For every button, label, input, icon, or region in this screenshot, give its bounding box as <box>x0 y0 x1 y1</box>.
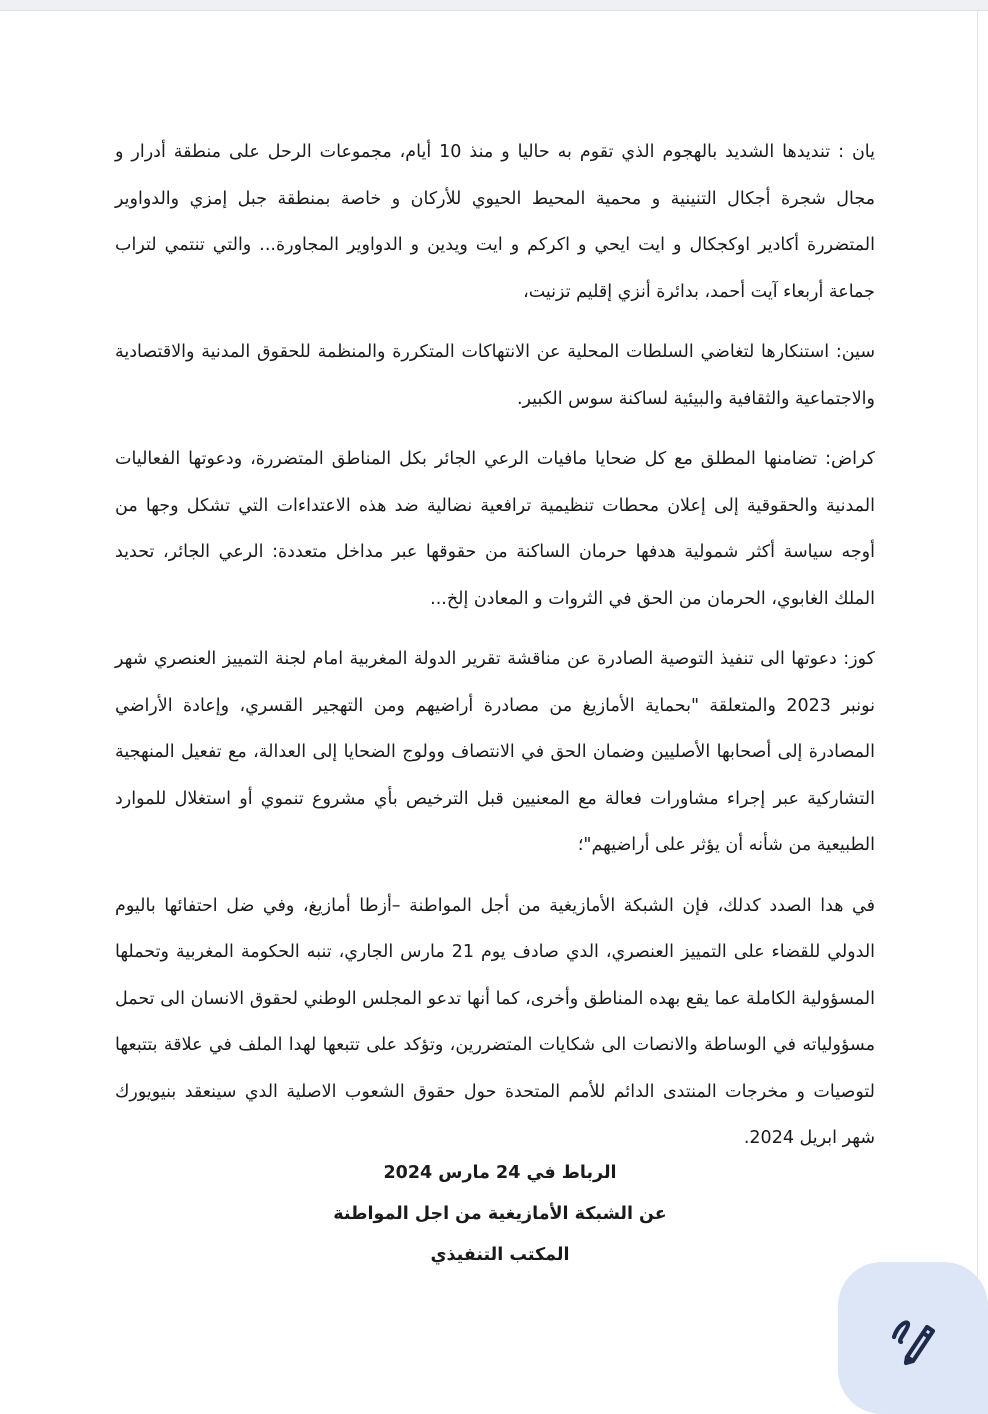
paragraph-koz: كوز: دعوتها الى تنفيذ التوصية الصادرة عن مناقشة تقرير الدولة المغربية امام لجنة التمييز العنصري شهر نونبر 2023 والمتعلقة "بحماية الأمازيغ من مصادرة أراضيهم ومن التهجير القسري، وإعادة الأراضي المصادرة إلى أصحابها الأصليين وضمان الحق في الانتصاف وولوج الضحايا إلى العدالة، مع تفعيل المنهجية التشاركية عبر إجراء مشاورات فعالة مع المعنيين قبل الترخيص بأي مشروع تنموي أو استغلال للموارد الطبيعية من شأنه أن يؤثر على أراضيهم"؛ <box>115 649 875 855</box>
paragraph-yan: يان : تنديدها الشديد بالهجوم الذي تقوم به حاليا و منذ 10 أيام، مجموعات الرحل على منطقة أدرار و مجال شجرة أجكال التنينية و محمية المحيط الحيوي للأركان و خاصة بمنطقة جبل إمزي والدواوير المتضررة أكادير اوكجكال و ايت ايحي و اكركم و ايت ويدين و الدواوير المجاورة... والتي تنتمي لتراب جماعة أربعاء آيت أحمد، بدائرة أنزي إقليم تزنيت، <box>115 142 875 302</box>
top-strip <box>0 0 988 11</box>
paragraph-krad: كراض: تضامنها المطلق مع كل ضحايا مافيات الرعي الجائر بكل المناطق المتضررة، ودعوتها الفعاليات المدنية والحقوقية إلى إعلان محطات تنظيمية ترافعية نضالية ضد هذه الاعتداءات التي تشكل وجها من أوجه سياسة أكثر شمولية هدفها حرمان الساكنة من حقوقها عبر مداخل متعددة: الرعي الجائر، تحديد الملك الغابوي، الحرمان من الحق في الثروات و المعادن إلخ... <box>115 449 875 609</box>
edit-button[interactable] <box>838 1262 988 1414</box>
signature-office: المكتب التنفيذي <box>430 1245 570 1265</box>
paragraph-sin: سين: استنكارها لتغاضي السلطات المحلية عن الانتهاكات المتكررة والمنظمة للحقوق المدنية والاقتصادية والاجتماعية والثقافية والبيئية لساكنة سوس الكبير. <box>115 342 875 409</box>
pen-scribble-icon <box>885 1310 941 1366</box>
signature-organization: عن الشبكة الأمازيغية من اجل المواطنة <box>333 1204 667 1224</box>
document-page <box>0 11 978 1414</box>
paragraph-conclusion: في هدا الصدد كدلك، فإن الشبكة الأمازيغية من أجل المواطنة –أزطا أمازيغ، وفي ضل احتفائها باليوم الدولي للقضاء على التمييز العنصري، الدي صادف يوم 21 مارس الجاري، تنبه الحكومة المغربية وتحملها المسؤولية الكاملة عما يقع بهده المناطق وأخرى، كما أنها تدعو المجلس الوطني لحقوق الانسان الى تحمل مسؤولياته في الوساطة والانصات الى شكايات المتضررين، وتؤكد على تتبعها لهدا الملف في علاقة بتتبعها لتوصيات و مخرجات المنتدى الدائم للأمم المتحدة حول حقوق الشعوب الاصلية الدي سينعقد بنيويورك شهر ابريل 2024. <box>115 895 876 1148</box>
document-body <box>115 129 875 1176</box>
signature-place-date: الرباط في 24 مارس 2024 <box>383 1163 617 1183</box>
signature-block <box>290 1153 710 1276</box>
